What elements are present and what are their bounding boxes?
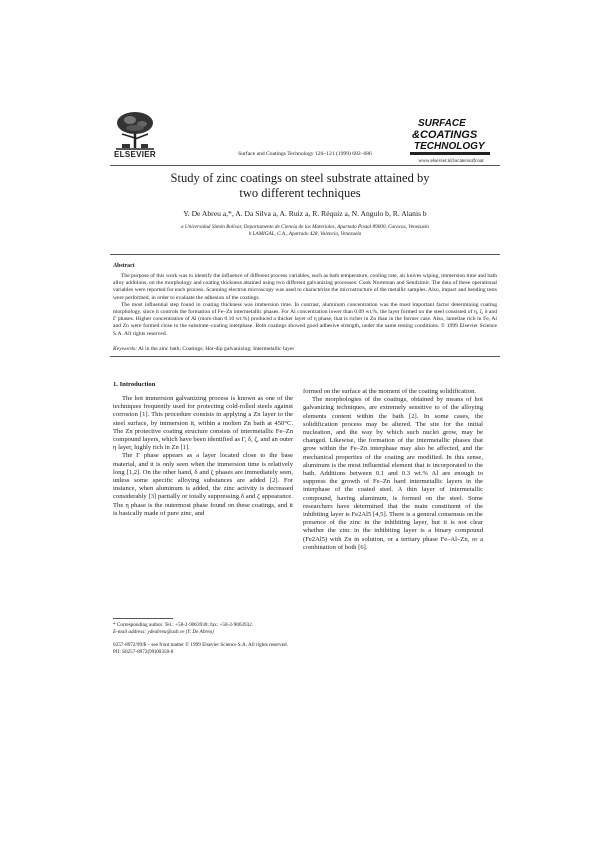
footnote-line-1: * Corresponding author. Tel.: +58-2-9063930; fax: +58-2-9063932. bbox=[113, 622, 254, 628]
publisher-name: ELSEVIER bbox=[114, 150, 156, 159]
elsevier-tree-icon bbox=[112, 110, 158, 150]
abstract-paragraph-1: The purpose of this work was to identify the influence of different process variables, such as bath temperature, cooling rate, air knives wiping, immersion time and bath alloy additions, on the morphology and coating thickness attained using two different galvanizing processes: Cook Norteman and Sendzimir. The data of these operational variables were reported for each process. Scanning electron microscopy was used to characterize the microstructure of the metallic samples. Also, impact and bending tests were performed, in order to evaluate the adhesion of the coatings. bbox=[113, 273, 497, 301]
journal-logo-line1: SURFACE bbox=[418, 118, 466, 129]
abstract-body bbox=[113, 273, 497, 338]
left-column bbox=[113, 395, 293, 518]
journal-logo-line2: &COATINGS bbox=[412, 129, 478, 141]
footnote-line-2: E-mail address: ydeabreu@usb.ve (Y. De Abreu) bbox=[113, 628, 214, 635]
affiliation-a: a Universidad Simón Bolívar, Departamento de Ciencia de los Materiales, Apartado Postal 89000, Caracas, Venezuela bbox=[180, 224, 429, 230]
abstract-heading: Abstract bbox=[113, 263, 135, 269]
right-column bbox=[303, 388, 483, 552]
footnote bbox=[113, 622, 298, 635]
journal-logo-line3: TECHNOLOGY bbox=[414, 141, 485, 152]
footnote-rule bbox=[113, 618, 173, 619]
affiliation-b: b LAMIGAL, C.A., Apartado 428, Valencia, Venezuela bbox=[248, 230, 362, 237]
author-list: Y. De Abreu a,*, A. Da Silva a, A. Ruiz a, R. Réquiz a, N. Angulo b, R. Alanis b bbox=[183, 209, 427, 218]
article-title bbox=[150, 171, 450, 201]
keywords-text: Al in the zinc bath; Coatings; Hot-dip galvanizing; Intermetallic layer bbox=[138, 346, 295, 352]
copyright-line-1: 0257-8972/99/$ – see front matter © 1999 Elsevier Science S.A. All rights reserved. bbox=[113, 642, 288, 648]
right-paragraph-1: formed on the surface at the moment of the coating solidification. bbox=[303, 388, 477, 395]
right-paragraph-2: The morphologies of the coatings, obtained by means of hot galvanizing techniques, are extremely sensitive to of the alloying elements content within the bath [2]. In some cases, the solidification process may be altered. The site for the initial nucleation, and the way by which such nuclei grow, may be changed. Likewise, the formation of the intermetallic phases that grow within the Fe–Zn interphase may also be affected, and the mechanical properties of the coating are modified. In this sense, aluminum is the most influential element that is incorporated to the bath. Additions between 0.1 and 0.3 wt.% Al are enough to suppress the growth of Fe–Zn hard intermetallic layers in the interphase of the coated steel. A thin layer of intermetallic compound, having aluminum, is formed on the steel. Some researchers have determined that the main constituent of the inhibiting layer is Fe2Al5 [4,5]. There is a general consensus on the presence of the zinc in the inhibiting layer, but it is not clear whether the zinc in the inhibiting layer is a binary compound (Fe2Al5) with Zn in solution, or a tertiary phase Fe–Al–Zn, or a combination of both [6]. bbox=[303, 396, 483, 551]
abstract-bottom-rule bbox=[110, 356, 500, 357]
section-heading: 1. Introduction bbox=[113, 381, 156, 388]
keywords bbox=[113, 346, 497, 353]
journal-logo bbox=[408, 114, 492, 160]
header-divider bbox=[110, 165, 500, 166]
keywords-label: Keywords: bbox=[113, 346, 138, 352]
journal-url[interactable]: www.elsevier.nl/locate/surfcoat bbox=[418, 158, 484, 164]
copyright-line-2: PII: S0257-8972(99)00358-8 bbox=[113, 648, 174, 655]
left-paragraph-1: The hot immersion galvanizing process is known as one of the techniques frequently used for protecting cold-rolled steels against corrosion [1]. This procedure consists in applying a Zn layer to the steel surface, by immersion it, within a molten Zn bath at 450°C. The Zn protective coating structure consists of intermetallic Fe–Zn compound layers, which have been identified as Γ, δ, ζ, and an outer η layer, highly rich in Zn [1]. bbox=[113, 395, 293, 452]
title-line-2: two different techniques bbox=[239, 186, 361, 200]
copyright bbox=[113, 642, 413, 655]
abstract-paragraph-2: The most influential step found in coating thickness was immersion time. In contrast, aluminum concentration was the most important factor determining coating morphology, since it controls the formation of Fe–Zn intermetallic phases. For Al concentration lower than 0.09 wt.%, the layer formed on the steel consisted of η, ζ, δ and Γ phases. Higher concentration of Al (more than 0.16 wt.%) produced a thicker layer of η phase, that is richer in Zn than in the former case. Also, lamellae rich in Fe, Al and Zn were formed close to the substrate–coating interphase. Both coatings showed good adhesive strength, under the same testing conditions. © 1999 Elsevier Science S.A. All rights reserved. bbox=[113, 301, 497, 337]
journal-reference: Surface and Coatings Technology 120–121 (1999) 682–686 bbox=[238, 151, 372, 157]
left-paragraph-2: The Γ phase appears as a layer located close to the base material, and it is only seen when the immersion time is relatively long [1,2]. On the other hand, δ and ζ phases are immediately seen, unless some specific alloying substances are added [2]. For instance, when aluminum is added, the zinc activity is decreased considerably [3] partially or totally suppressing δ and ζ appearance. The η phase is the outermost phase found on these coatings, and it is basically made of pure zinc, and bbox=[113, 452, 293, 517]
title-line-1: Study of zinc coatings on steel substrate attained by bbox=[170, 171, 430, 185]
abstract-top-rule bbox=[110, 254, 500, 255]
affiliations bbox=[110, 224, 500, 237]
